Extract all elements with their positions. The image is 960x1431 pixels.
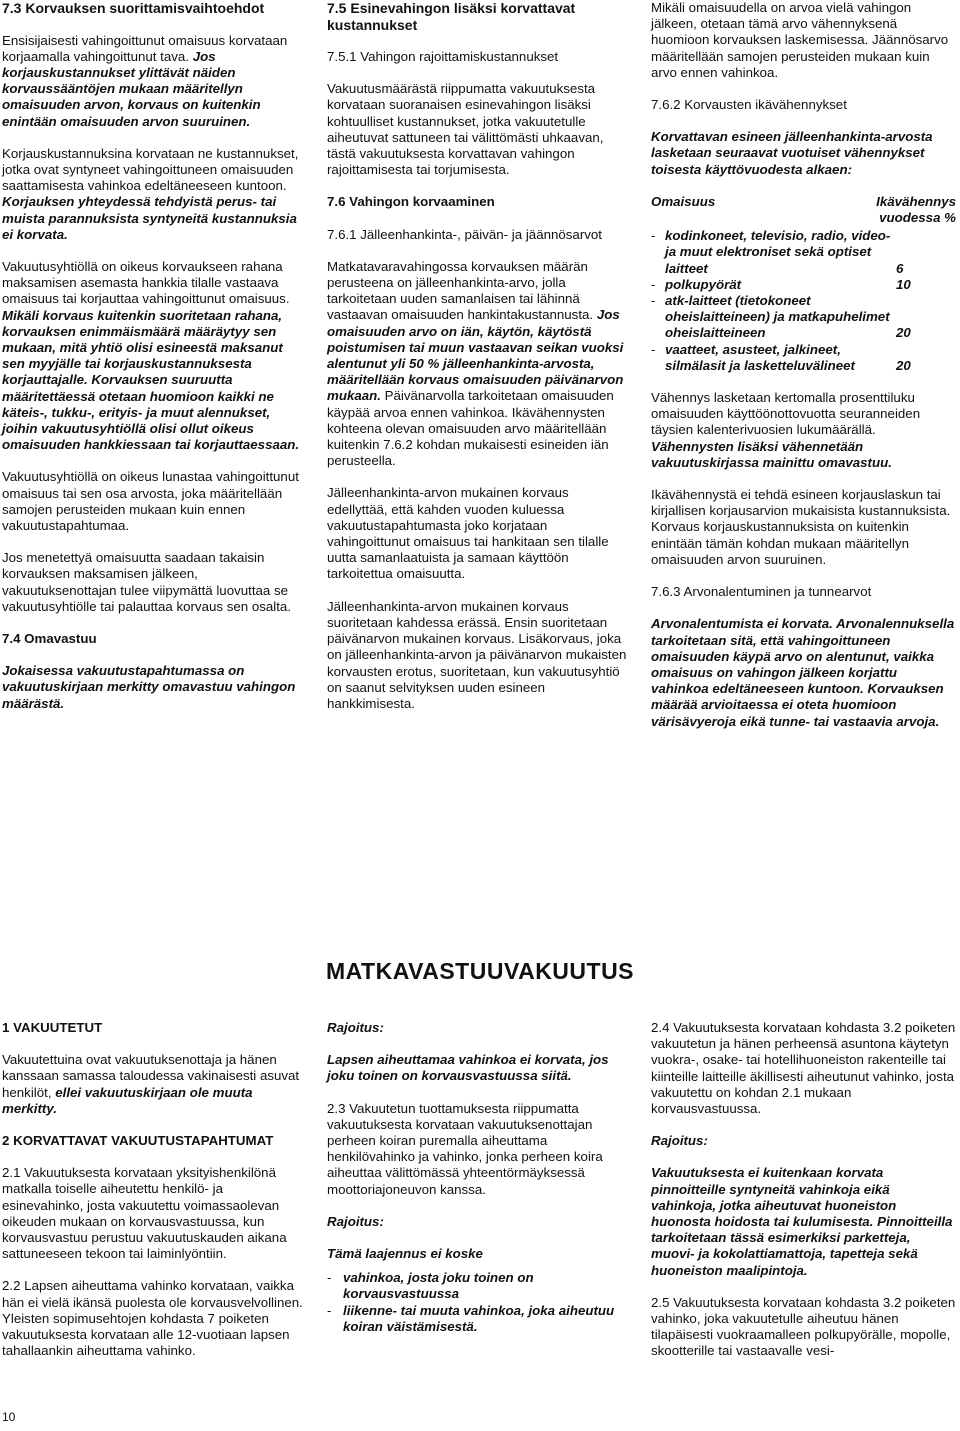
row-text: polkupyörät	[665, 276, 742, 292]
list-dash: -	[327, 1270, 332, 1286]
paragraph-emphasis: Tämä laajennus ei koske	[327, 1246, 483, 1262]
paragraph-emphasis: Vähennysten lisäksi vähennetään vakuutuskirjassa mainittu omavastuu.	[651, 438, 892, 470]
subsection-heading: 7.6.3 Arvonalentuminen ja tunnearvot	[651, 584, 872, 600]
paragraph-text: Vakuutettuina ovat vakuutuksenottaja ja hänen kanssaan samassa taloudessa vakinaisesti asuvat henkilöt,	[2, 1052, 300, 1100]
list-dash: -	[327, 1302, 332, 1318]
paragraph-emphasis: Jos omaisuuden arvo on iän, käytön, käytöstä poistumisen tai muun vastaavan seikan vuoksi alentunut yli 50 % jälleenhankinta-arvosta, määritellään korvaus omaisuuden päivänarvon mukaan.	[327, 307, 624, 404]
paragraph: Mikäli omaisuudella on arvoa vielä vahingon jälkeen, otetaan tämä arvo vähennyksenä huomioon korvauksen laskemisessa. Jäännösarvo määritellään samojen perusteiden mukaan kuin arvo ennen vahinkoa.	[651, 0, 949, 80]
paragraph: 2.5 Vakuutuksesta korvataan kohdasta 3.2 poiketen vahinko, joka vakuutetulle aiheutuu hänen tilapäisesti vuokraamalleen polkupyörälle, mopolle, skootterille tai vastaavalle vesi-	[651, 1294, 956, 1359]
table-header	[651, 194, 956, 226]
list-item	[327, 1270, 631, 1302]
paragraph: 2.2 Lapsen aiheuttama vahinko korvataan, vaikka hän ei vielä ikänsä puolesta ole korvausvelvollinen. Yleisten sopimusehtojen kohdasta 7 poiketen vakuutuksesta korvataan alle 12-vuotiaan lapsen tahallaankin aiheuttama vahinko.	[2, 1278, 303, 1359]
paragraph	[327, 259, 631, 470]
paragraph: 2.1 Vakuutuksesta korvataan yksityishenkilönä matkalla toiselle aiheutettu henkilö- ja esinevahinko, josta vakuutettu voimassaolevan oikeuden mukaan on korvausvastuussa, kun korvausvastuu perustuu vakuutuskauden aikana sattuneeseen tekoon tai laiminlyöntiin.	[2, 1165, 287, 1262]
document-title: MATKAVASTUUVAKUUTUS	[325, 958, 635, 984]
paragraph	[2, 146, 304, 243]
paragraph-emphasis: Jos korjauskustannukset ylittävät näiden korvaussääntöjen mukaan määritellyn omaisuuden arvon, korvaus on kuitenkin enintään omaisuuden arvon suuruinen.	[2, 48, 261, 129]
paragraph: Jos menetettyä omaisuutta saadaan takaisin korvauksen maksamisen jälkeen, vakuutuksenottajan tulee viipymättä luovuttaa se vakuutusyhtiölle tai palauttaa korvaus sen osalta.	[2, 550, 292, 614]
bottom-column-3	[651, 1020, 956, 1376]
paragraph	[651, 390, 956, 471]
row-value: 10	[896, 276, 911, 292]
paragraph-emphasis: Jokaisessa vakuutustapahtumassa on vakuutuskirjaan merkitty omavastuu vahingon määrästä.	[2, 663, 296, 711]
paragraph	[2, 33, 304, 130]
paragraph-emphasis: Vakuutuksesta ei kuitenkaan korvata pinnoitteille syntyneitä vahinkoja eikä vahinkoja, jotka aiheutuvat huoneiston huonosta hoidosta tai kulumisesta. Pinnoitteilla tarkoitetaan tässä esimerkiksi parketteja, muovi- ja kokolattiamattoja, tapetteja sekä huoneiston maalipintoja.	[651, 1165, 953, 1278]
paragraph-emphasis: Lapsen aiheuttamaa vahinkoa ei korvata, jos joku toinen on korvausvastuussa siitä.	[327, 1052, 609, 1084]
paragraph-text: Korjauskustannuksina korvataan ne kustannukset, jotka ovat syntyneet vahingoittuneen omaisuuden saattamisesta vahinkoa edeltäneeseen kuntoon.	[2, 145, 299, 194]
table-row	[651, 277, 956, 293]
paragraph-text: Matkatavaravahingossa korvauksen määrän perusteena on jälleenhankinta-arvo, jolla tarkoitetaan uuden samanlaisen tai lähinnä vastaavan omaisuuden hankintakustannusta.	[327, 258, 594, 323]
paragraph-text: Ensisijaisesti vahingoittunut omaisuus korvataan korjaamalla vahingoittunut tava.	[2, 32, 288, 64]
row-value: 20	[896, 325, 911, 341]
section-heading: 7.5 Esinevahingon lisäksi korvattavat kustannukset	[327, 0, 576, 33]
paragraph-emphasis: Mikäli korvaus kuitenkin suoritetaan rahana, korvauksen enimmäismäärä määräytyy sen mukaan, mitä yhtiö olisi esineestä maksanut sen myyjälle tai korjauskustannuksesta korjauttajalle. Korvauksen suuruutta määritettäessä otetaan huomioon kaikki ne käteis-, tukku-, erityis- ja muut alennukset, joihin vakuutusyhtiöllä olisi ollut oikeus omaisuuden hankkiessaan tai korjauttaessaan.	[2, 307, 300, 453]
section-heading: 1 VAKUUTETUT	[2, 1020, 103, 1035]
paragraph-emphasis: Korvattavan esineen jälleenhankinta-arvosta lasketaan seuraavat vuotuiset vähennykset toisesta käyttövuodesta alkaen:	[651, 129, 933, 177]
bottom-column-1	[2, 1020, 304, 1375]
restriction-label: Rajoitus:	[327, 1020, 384, 1035]
paragraph: 2.3 Vakuutetun tuottamuksesta riippumatta vakuutuksesta korvataan vakuutuksenottajan perheen koiran puremalla aiheuttama henkilövahinko ja vahinko, jonka perheen koira aiheuttaa välittömässä yhteentörmäyksessä moottoriajoneuvon kanssa.	[327, 1100, 603, 1197]
row-dash: -	[651, 293, 656, 309]
paragraph: Jälleenhankinta-arvon mukainen korvaus edellyttää, että kahden vuoden kuluessa vakuutustapahtumasta joko korjataan vahingoittunut omaisuus tai hankitaan sen tilalle uutta samanlaatuista ja samaan käyttöön tarkoitettua omaisuutta.	[327, 485, 609, 582]
section-heading: 7.3 Korvauksen suorittamisvaihtoehdot	[2, 0, 265, 16]
table-row	[651, 228, 956, 277]
table-header-right: Ikävähennys vuodessa %	[876, 193, 956, 226]
table-header-left: Omaisuus	[651, 193, 716, 209]
page-number: 10	[2, 1410, 16, 1424]
row-dash: -	[651, 341, 656, 357]
top-column-2	[327, 0, 631, 728]
paragraph-text: Vakuutusyhtiöllä on oikeus korvaukseen rahana maksamisen asemasta hankkia tilalle vastaava omaisuus tai korjauttaa vahingoittunut omaisuus.	[2, 258, 290, 307]
row-dash: -	[651, 228, 656, 244]
section-heading: 7.4 Omavastuu	[2, 631, 97, 646]
paragraph-text: Vähennys lasketaan kertomalla prosenttiluku omaisuuden käyttöönottovuotta seuranneiden täysien kalenterivuosien lukumäärällä.	[651, 390, 921, 438]
table-row	[651, 342, 956, 374]
row-text: kodinkoneet, televisio, radio, video- ja muut elektroniset sekä optiset laitteet	[665, 228, 891, 276]
restriction-label: Rajoitus:	[327, 1213, 384, 1229]
paragraph-emphasis: Arvonalentumista ei korvata. Arvonalennuksella tarkoitetaan sitä, että vahingoittuneen omaisuuden käypä arvo on alentunut, vaikka omaisuus on vahingon jälkeen korjattu vahinkoa edeltäneeseen kuntoon. Korvauksen määrää arvioitaessa ei oteta huomioon värisävyeroja eikä tunne- tai vastaavia arvoja.	[651, 616, 955, 729]
paragraph-emphasis: ellei vakuutuskirjaan ole muuta merkitty.	[2, 1084, 253, 1116]
list-item-text: vahinkoa, josta joku toinen on korvausvastuussa	[343, 1270, 534, 1302]
row-value: 6	[896, 260, 904, 276]
paragraph	[2, 1052, 304, 1117]
restriction-label: Rajoitus:	[651, 1133, 708, 1149]
subsection-heading: 7.6.1 Jälleenhankinta-, päivän- ja jäännösarvot	[327, 226, 602, 242]
row-text: atk-laitteet (tietokoneet oheislaitteineen) ja matkapuhelimet oheislaitteineen	[665, 293, 890, 341]
top-column-3	[651, 0, 956, 746]
paragraph: Ikävähennystä ei tehdä esineen korjauslaskun tai kirjallisen korjausarvion mukaisista kustannuksista. Korvaus korjauskustannuksista on kuitenkin enintään tämän kohdan mukaan määritellyn omaisuuden arvon suuruinen.	[651, 487, 951, 567]
list-item-text: liikenne- tai muuta vahinkoa, joka aiheutuu koiran väistämisestä.	[343, 1302, 615, 1334]
section-heading: 7.6 Vahingon korvaaminen	[327, 194, 495, 210]
paragraph: Vakuutusyhtiöllä on oikeus lunastaa vahingoittunut omaisuus tai sen osa arvosta, joka määritellään samojen perusteiden mukaan kuin ennen vakuutustapahtumaa.	[2, 469, 299, 533]
restriction-list	[327, 1270, 631, 1335]
subsection-heading: 7.6.2 Korvausten ikävähennykset	[651, 97, 847, 113]
top-column-1	[2, 0, 304, 728]
bottom-column-2	[327, 1020, 631, 1351]
subsection-heading: 7.5.1 Vahingon rajoittamiskustannukset	[327, 49, 559, 64]
row-text: vaatteet, asusteet, jalkineet, silmälasit ja lasketteluvälineet	[665, 341, 855, 373]
paragraph: 2.4 Vakuutuksesta korvataan kohdasta 3.2 poiketen vakuutetun ja hänen perheensä asuntona käytetyn vuokra-, osake- tai hotellihuoneiston rakenteille tai kiinteille laitteille äkillisesti aiheutunut vahinko, josta vakuutettu on kohdan 2.1 mukaan korvausvastuussa.	[651, 1020, 956, 1117]
section-heading: 2 KORVATTAVAT VAKUUTUSTAPAHTUMAT	[2, 1133, 274, 1149]
row-dash: -	[651, 276, 656, 292]
paragraph: Jälleenhankinta-arvon mukainen korvaus suoritetaan kahdessa erässä. Ensin suoritetaan päivänarvon mukainen korvaus. Lisäkorvaus, joka on jälleenhankinta-arvon ja päivänarvon mukaisten korvausten erotus, suoritetaan, kun vakuutusyhtiö on saanut selvityksen uuden esineen hankkimisesta.	[327, 598, 627, 711]
depreciation-table	[651, 194, 956, 374]
paragraph: Vakuutusmäärästä riippumatta vakuutuksesta korvataan suoranaisen esinevahingon lisäksi kohtuulliset kustannukset, jotka vakuutetulle aiheutuvat sattuneen tai välittömästi uhkaavan, tästä vakuutuksesta korvattavan vahingon rajoittamisesta tai torjumisesta.	[327, 81, 604, 178]
table-row	[651, 293, 956, 342]
row-value: 20	[896, 357, 911, 373]
list-item	[327, 1303, 631, 1335]
paragraph-text: Päivänarvolla tarkoitetaan omaisuuden käypää arvoa ennen vahinkoa. Ikävähennysten kohteena olevan omaisuuden arvo määritellään kuitenkin 7.6.2 kohdan mukaisesti esineiden iän perusteella.	[327, 388, 614, 469]
paragraph	[2, 259, 304, 453]
paragraph-emphasis: Korjauksen yhteydessä tehdyistä perus- tai muista parannuksista syntyneitä kustannuksia ei korvata.	[2, 194, 297, 242]
